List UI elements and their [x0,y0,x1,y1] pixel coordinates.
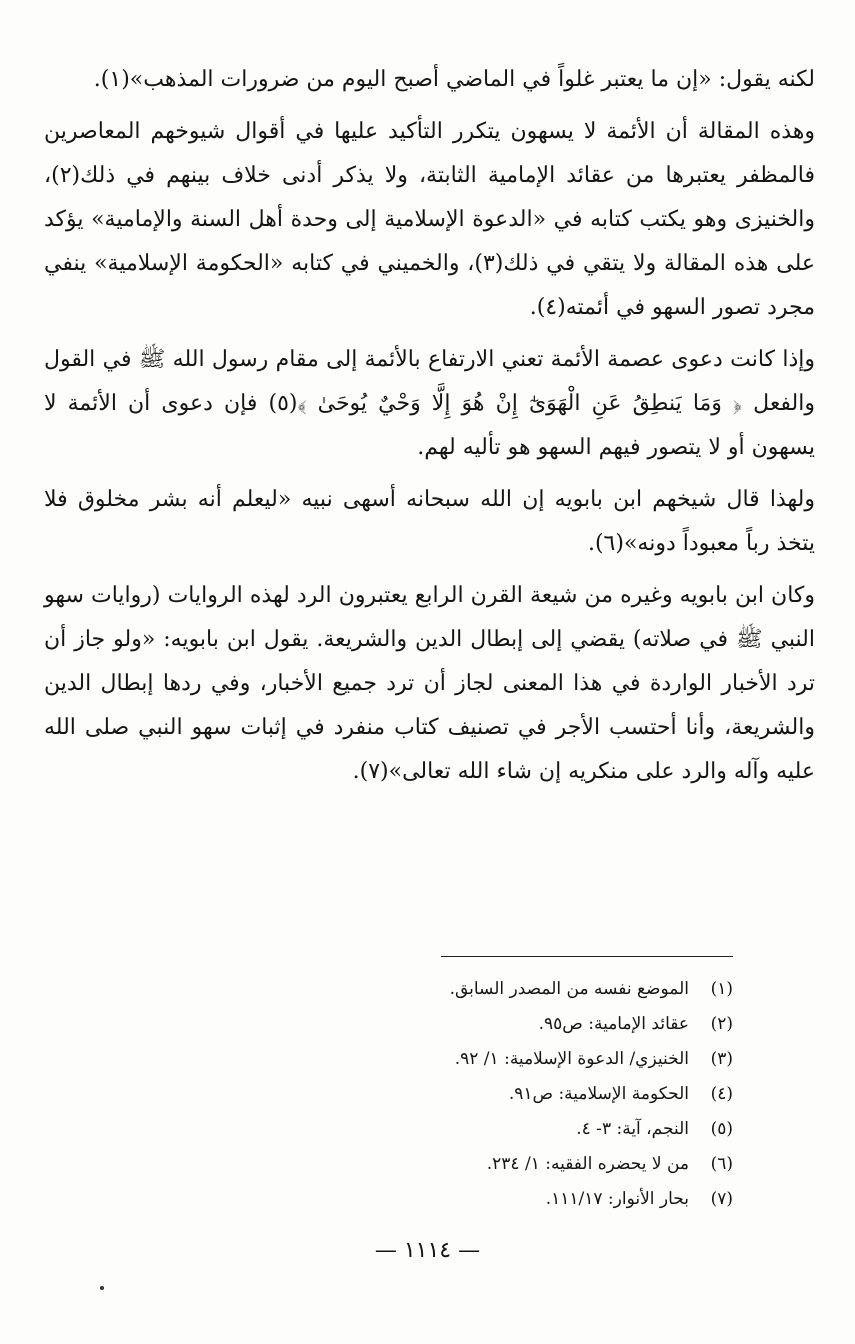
footnote-number: (١) [710,979,733,999]
footnote-item [113,1147,733,1182]
footnotes-list [113,972,733,1217]
page-number: — ١١١٤ — [374,1238,481,1263]
footnote-number: (٥) [710,1119,733,1139]
paragraph-4: ولهذا قال شيخهم ابن بابويه إن الله سبحانه أسهى نبيه «ليعلم أنه بشر مخلوق فلا يتخذ رباً معبوداً دونه»(٦). [44,487,815,556]
footnote-text: الخنيزي/ الدعوة الإسلامية: ١/ ٩٢. [454,1049,689,1069]
footnote-divider [441,956,733,957]
footnote-text: الحكومة الإسلامية: ص٩١. [508,1084,689,1104]
footnote-number: (٣) [710,1049,733,1069]
paragraph-1: لكنه يقول: «إن ما يعتبر غلواً في الماضي أصبح اليوم من ضرورات المذهب»(١). [93,67,815,92]
footnote-text: بحار الأنوار: ١١١/١٧. [545,1189,689,1209]
footnote-text: من لا يحضره الفقيه: ١/ ٢٣٤. [486,1154,689,1174]
footnote-item [113,1042,733,1077]
footnote-text: عقائد الإمامية: ص٩٥. [538,1014,689,1034]
footnote-text: النجم، آية: ٣- ٤. [576,1119,689,1139]
paragraph-5: وكان ابن بابويه وغيره من شيعة القرن الرابع يعتبرون الرد لهذه الروايات (روايات سهو النبي ﷺ في صلاته) يقضي إلى إبطال الدين والشريعة. يقول ابن بابويه: «ولو جاز أن ترد الأخبار الواردة في هذا المعنى لجاز أن ترد جميع الأخبار، وفي ردها إبطال الدين والشريعة، وأنا أحتسب الأجر في تصنيف كتاب منفرد في إثبات سهو النبي صلى الله عليه وآله والرد على منكريه إن شاء الله تعالى»(٧). [44,583,815,784]
main-text [44,58,815,794]
footnote-number: (٦) [710,1154,733,1174]
footnote-item [113,1077,733,1112]
paragraph-2: وهذه المقالة أن الأئمة لا يسهون يتكرر التأكيد عليها في أقوال شيوخهم المعاصرين فالمظفر يعتبرها من عقائد الإمامية الثابتة، ولا يذكر أدنى خلاف بينهم في ذلك(٢)، والخنيزى وهو يكتب كتابه في «الدعوة الإسلامية إلى وحدة أهل السنة والإمامية» يؤكد على هذه المقالة ولا يتقي في ذلك(٣)، والخميني في كتابه «الحكومة الإسلامية» ينفي مجرد تصور السهو في أئمته(٤). [44,119,815,320]
footnote-item [113,1007,733,1042]
footnote-item [113,1112,733,1147]
footnote-text: الموضع نفسه من المصدر السابق. [449,979,689,999]
speck-mark [100,1286,104,1290]
footnote-number: (٢) [710,1014,733,1034]
footnote-number: (٤) [710,1084,733,1104]
paragraph-3: وإذا كانت دعوى عصمة الأئمة تعني الارتفاع بالأئمة إلى مقام رسول الله ﷺ في القول والفعل ﴿ وَمَا يَنطِقُ عَنِ الْهَوَىٰٓ إِنْ هُوَ إِلَّا وَحْيٌ يُوحَىٰ ﴾(٥) فإن دعوى أن الأئمة لا يسهون أو لا يتصور فيهم السهو هو تأليه لهم. [44,347,815,460]
footnote-number: (٧) [710,1189,733,1209]
footnote-item [113,972,733,1007]
footnote-item [113,1182,733,1217]
